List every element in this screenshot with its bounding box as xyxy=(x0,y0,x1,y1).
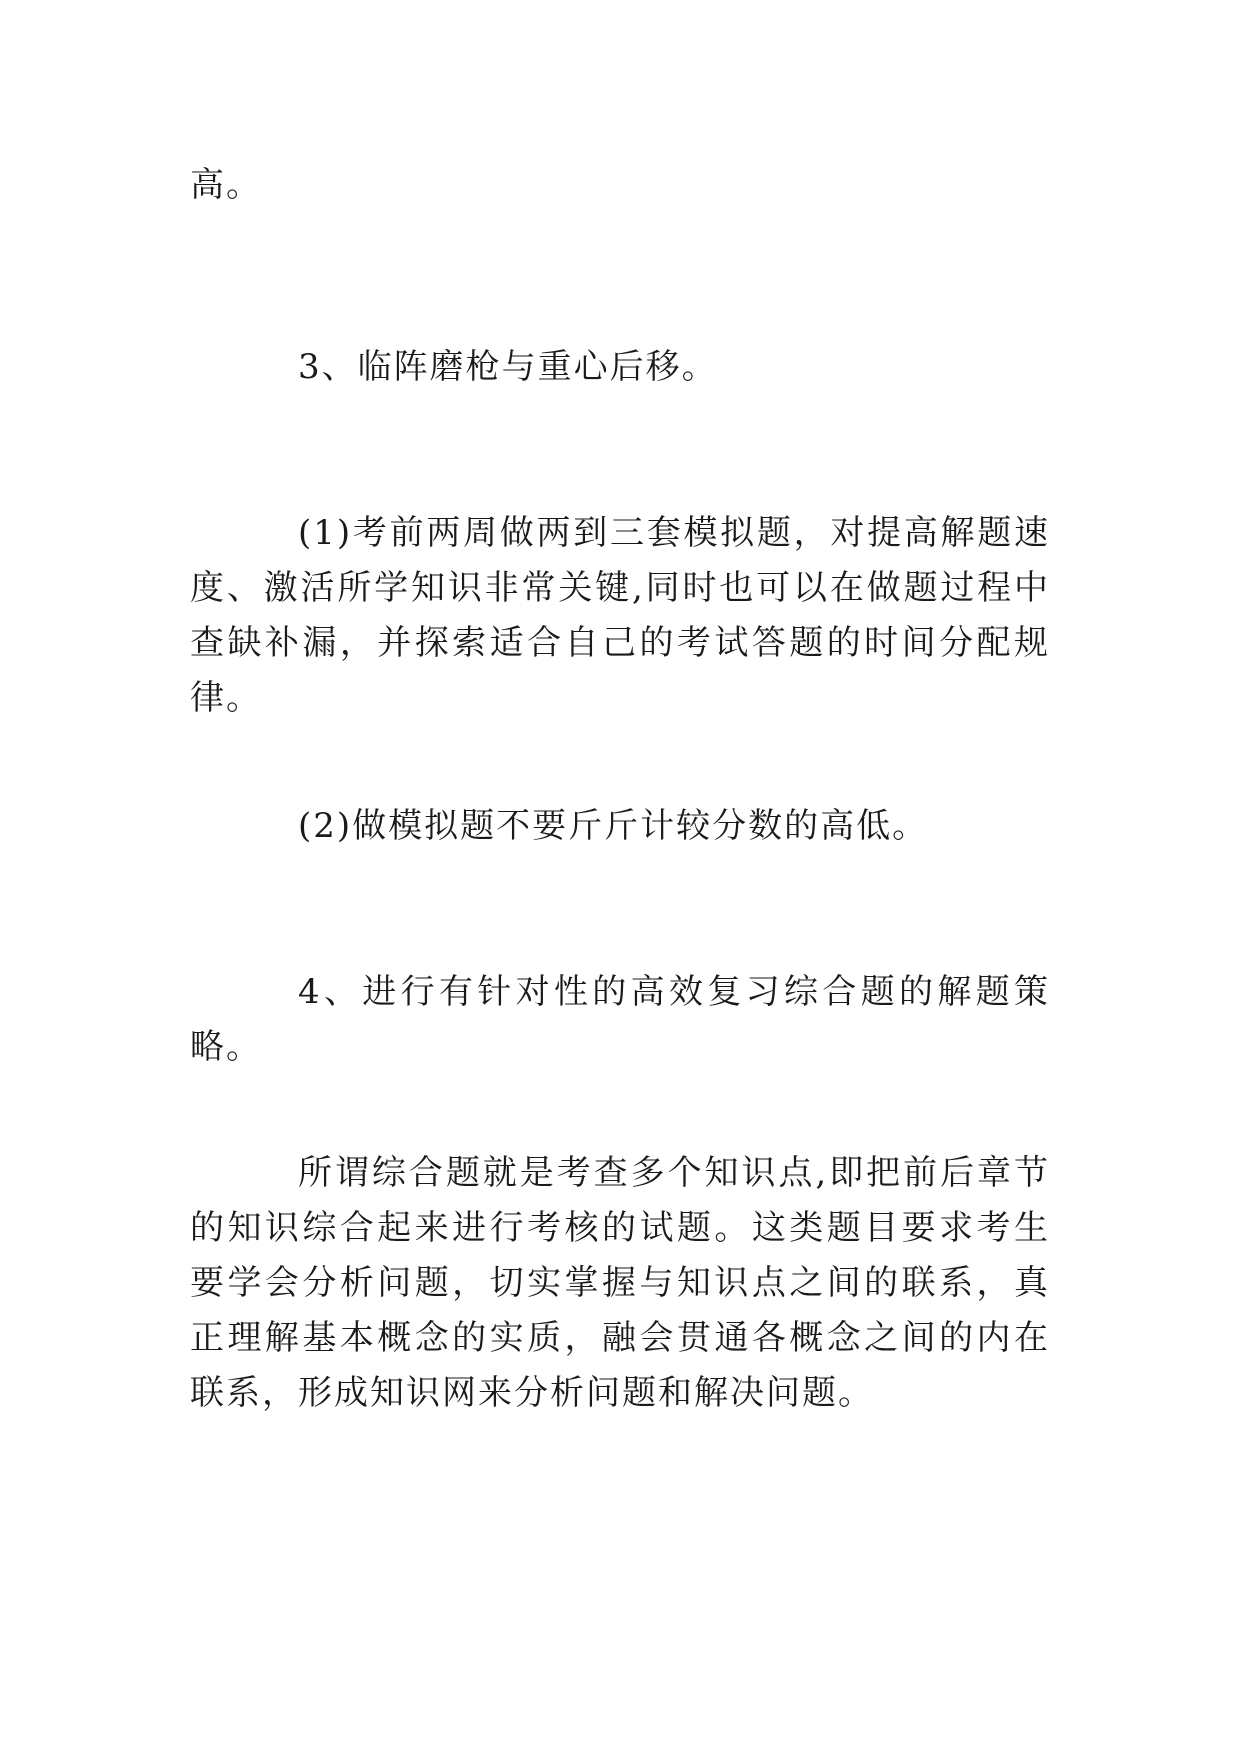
sub-item-2-paragraph: (2)做模拟题不要斤斤计较分数的高低。 xyxy=(298,806,929,846)
body-paragraph: 所谓综合题就是考查多个知识点,即把前后章节的知识综合起来进行考核的试题。这类题目要求考生要学会分析问题，切实掌握与知识点之间的联系，真正理解基本概念的实质，融会贯通各概念之间的内在联系，形成知识网来分析问题和解决问题。 xyxy=(190,1153,1050,1413)
sub-item-1-paragraph: (1)考前两周做两到三套模拟题，对提高解题速度、激活所学知识非常关键,同时也可以在做题过程中查缺补漏，并探索适合自己的考试答题的时间分配规律。 xyxy=(190,513,1050,718)
section-heading-4: 4、进行有针对性的高效复习综合题的解题策略。 xyxy=(190,972,1050,1067)
continuation-paragraph: 高。 xyxy=(190,165,262,205)
section-heading-3: 3、临阵磨枪与重心后移。 xyxy=(298,347,718,387)
